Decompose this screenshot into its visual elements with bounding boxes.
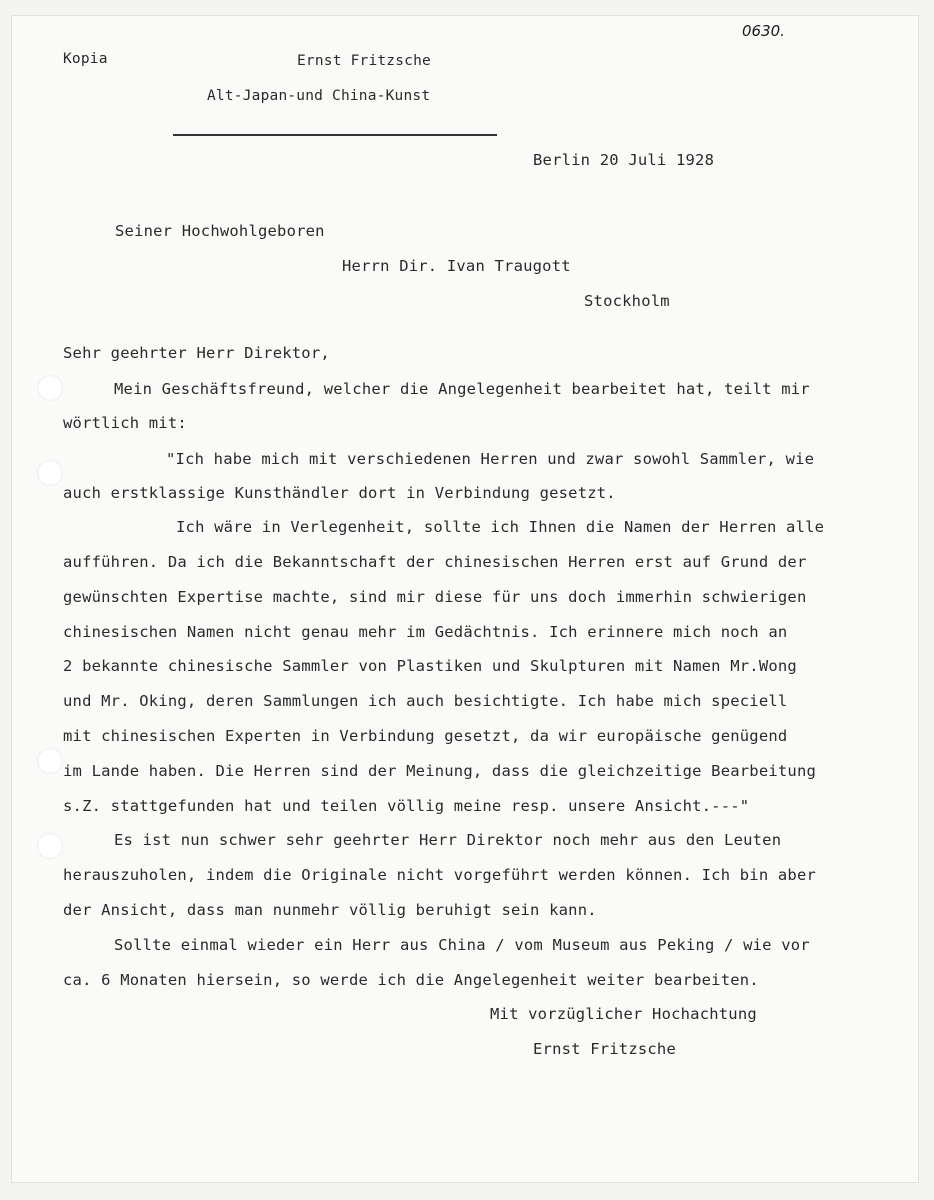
place-date: Berlin 20 Juli 1928	[533, 151, 715, 169]
body-line: chinesischen Namen nicht genau mehr im Gedächtnis. Ich erinnere mich noch an	[63, 623, 788, 641]
body-line: im Lande haben. Die Herren sind der Meinung, dass die gleichzeitige Bearbeitung	[63, 762, 817, 780]
archive-number: 0630.	[742, 22, 785, 40]
letterhead-divider	[173, 134, 497, 136]
signature: Ernst Fritzsche	[533, 1040, 676, 1058]
recipient-name: Herrn Dir. Ivan Traugott	[342, 257, 571, 275]
body-line: s.Z. stattgefunden hat und teilen völlig meine resp. unsere Ansicht.---"	[63, 797, 750, 815]
closing: Mit vorzüglicher Hochachtung	[490, 1005, 757, 1023]
body-line: aufführen. Da ich die Bekanntschaft der chinesischen Herren erst auf Grund der	[63, 553, 807, 571]
body-line: und Mr. Oking, deren Sammlungen ich auch besichtigte. Ich habe mich speciell	[63, 692, 788, 710]
punch-hole	[37, 748, 63, 774]
sender-name: Ernst Fritzsche	[297, 53, 431, 69]
body-line: der Ansicht, dass man nunmehr völlig beruhigt sein kann.	[63, 901, 597, 919]
punch-hole	[37, 375, 63, 401]
body-line: wörtlich mit:	[63, 414, 187, 432]
body-line: Mein Geschäftsfreund, welcher die Angelegenheit bearbeitet hat, teilt mir	[114, 380, 810, 398]
body-line: mit chinesischen Experten in Verbindung gesetzt, da wir europäische genügend	[63, 727, 788, 745]
body-line: 2 bekannte chinesische Sammler von Plastiken und Skulpturen mit Namen Mr.Wong	[63, 657, 797, 675]
body-line: Ich wäre in Verlegenheit, sollte ich Ihnen die Namen der Herren alle	[176, 518, 825, 536]
sender-business: Alt-Japan-und China-Kunst	[207, 88, 431, 104]
body-line: auch erstklassige Kunsthändler dort in Verbindung gesetzt.	[63, 484, 616, 502]
recipient-city: Stockholm	[584, 292, 670, 310]
body-line: ca. 6 Monaten hiersein, so werde ich die Angelegenheit weiter bearbeiten.	[63, 971, 759, 989]
body-line: Es ist nun schwer sehr geehrter Herr Direktor noch mehr aus den Leuten	[114, 831, 782, 849]
punch-hole	[37, 460, 63, 486]
copy-label: Kopia	[63, 51, 108, 67]
body-line: gewünschten Expertise machte, sind mir diese für uns doch immerhin schwierigen	[63, 588, 807, 606]
body-line: "Ich habe mich mit verschiedenen Herren und zwar sowohl Sammler, wie	[166, 450, 815, 468]
body-line: Sollte einmal wieder ein Herr aus China / vom Museum aus Peking / wie vor	[114, 936, 810, 954]
recipient-salutation: Seiner Hochwohlgeboren	[115, 222, 325, 240]
greeting: Sehr geehrter Herr Direktor,	[63, 344, 330, 362]
punch-hole	[37, 833, 63, 859]
body-line: herauszuholen, indem die Originale nicht vorgeführt werden können. Ich bin aber	[63, 866, 817, 884]
